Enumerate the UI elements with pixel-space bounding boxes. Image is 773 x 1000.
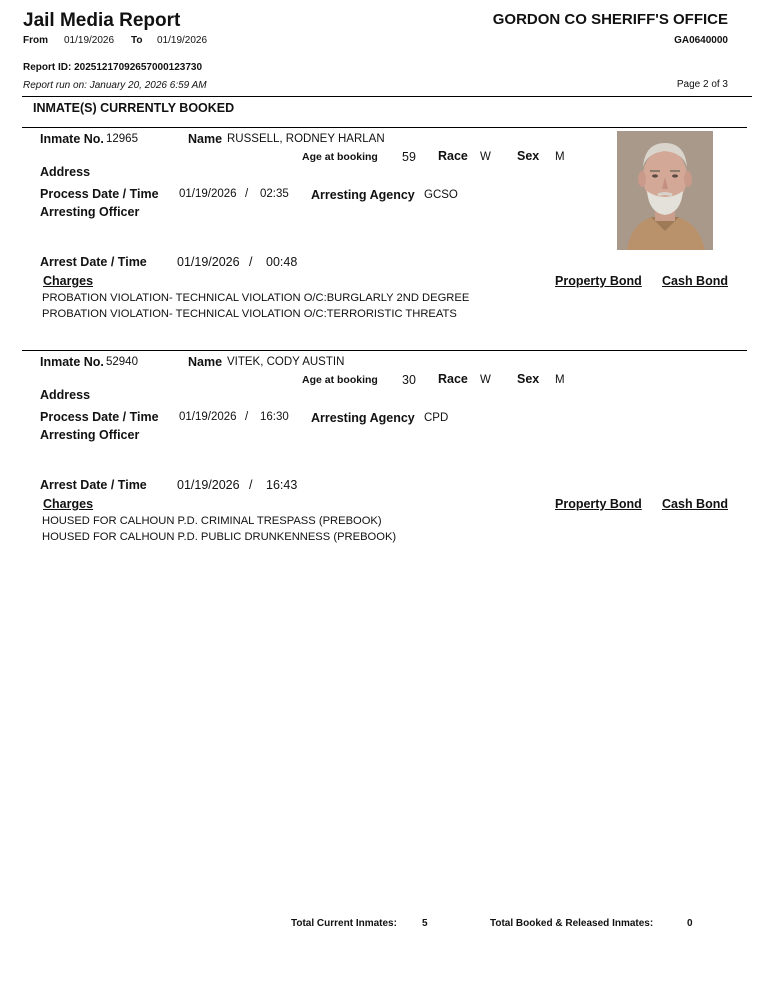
agency-name: GORDON CO SHERIFF'S OFFICE: [492, 11, 728, 28]
report-id: Report ID: 20251217092657000123730: [23, 62, 203, 73]
race-value: W: [480, 151, 491, 163]
slash: /: [249, 255, 253, 269]
ori-number: GA0640000: [674, 35, 728, 46]
from-label: From: [23, 35, 48, 46]
arrest-date: 01/19/2026: [177, 478, 240, 492]
arrest-time: 00:48: [266, 255, 298, 269]
age-value: 59: [402, 150, 416, 164]
total-booked-released-value: 0: [687, 918, 693, 929]
age-label: Age at booking: [302, 151, 378, 163]
sex-value: M: [555, 374, 565, 386]
inmate-name: VITEK, CODY AUSTIN: [227, 356, 345, 368]
total-current-value: 5: [422, 918, 428, 929]
from-date: 01/19/2026: [64, 35, 115, 46]
process-time: 16:30: [260, 411, 289, 423]
record-divider: [22, 350, 747, 351]
slash: /: [245, 411, 249, 423]
race-label: Race: [438, 372, 468, 386]
cash-bond-label: Cash Bond: [662, 274, 728, 288]
arrest-date-label: Arrest Date / Time: [40, 255, 147, 269]
report-title: Jail Media Report: [23, 10, 181, 31]
slash: /: [249, 478, 253, 492]
report-run-on: Report run on: January 20, 2026 6:59 AM: [23, 80, 207, 91]
charge-item: PROBATION VIOLATION- TECHNICAL VIOLATION O/C:TERRORISTIC THREATS: [42, 308, 457, 320]
inmate-mugshot: [617, 131, 713, 250]
inmate-no-label: Inmate No.: [40, 132, 104, 146]
charge-item: HOUSED FOR CALHOUN P.D. CRIMINAL TRESPASS (PREBOOK): [42, 515, 382, 527]
inmate-no-value: 52940: [106, 356, 138, 368]
age-label: Age at booking: [302, 374, 378, 386]
arrest-date: 01/19/2026: [177, 255, 240, 269]
inmate-name: RUSSELL, RODNEY HARLAN: [227, 133, 385, 145]
arresting-agency-label: Arresting Agency: [311, 411, 415, 425]
property-bond-label: Property Bond: [555, 274, 642, 288]
race-value: W: [480, 374, 491, 386]
process-date-label: Process Date / Time: [40, 410, 159, 424]
inmate-no-value: 12965: [106, 133, 138, 145]
sex-label: Sex: [517, 149, 540, 163]
charges-label: Charges: [43, 497, 94, 511]
section-title: INMATE(S) CURRENTLY BOOKED: [33, 101, 235, 115]
address-label: Address: [40, 388, 91, 402]
address-label: Address: [40, 165, 91, 179]
name-label: Name: [188, 132, 223, 146]
arrest-date-label: Arrest Date / Time: [40, 478, 147, 492]
age-value: 30: [402, 373, 416, 387]
arresting-agency-label: Arresting Agency: [311, 188, 415, 202]
process-date: 01/19/2026: [179, 411, 237, 423]
process-date-label: Process Date / Time: [40, 187, 159, 201]
page-number: Page 2 of 3: [676, 79, 728, 90]
header-divider: [22, 96, 752, 97]
name-label: Name: [188, 355, 223, 369]
charges-label: Charges: [43, 274, 94, 288]
charge-item: PROBATION VIOLATION- TECHNICAL VIOLATION O/C:BURGLARLY 2ND DEGREE: [42, 292, 470, 304]
property-bond-label: Property Bond: [555, 497, 642, 511]
sex-label: Sex: [517, 372, 540, 386]
section-divider: [22, 127, 747, 128]
total-current-label: Total Current Inmates:: [291, 918, 397, 929]
arresting-agency: GCSO: [424, 189, 458, 201]
process-time: 02:35: [260, 188, 289, 200]
slash: /: [245, 188, 249, 200]
total-booked-released-label: Total Booked & Released Inmates:: [490, 918, 654, 929]
cash-bond-label: Cash Bond: [662, 497, 728, 511]
arrest-time: 16:43: [266, 478, 298, 492]
arresting-officer-label: Arresting Officer: [40, 428, 140, 442]
arresting-agency: CPD: [424, 412, 449, 424]
inmate-no-label: Inmate No.: [40, 355, 104, 369]
to-date: 01/19/2026: [157, 35, 208, 46]
race-label: Race: [438, 149, 468, 163]
process-date: 01/19/2026: [179, 188, 237, 200]
charge-item: HOUSED FOR CALHOUN P.D. PUBLIC DRUNKENNESS (PREBOOK): [42, 531, 397, 543]
to-label: To: [131, 35, 143, 46]
sex-value: M: [555, 151, 565, 163]
arresting-officer-label: Arresting Officer: [40, 205, 140, 219]
